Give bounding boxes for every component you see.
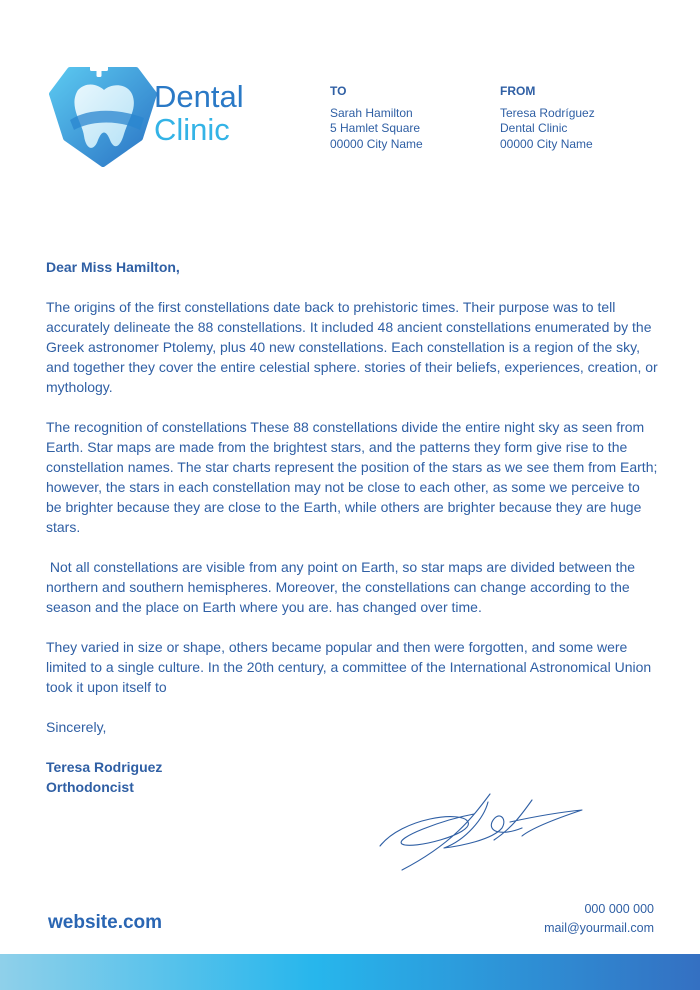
from-city: 00000 City Name	[500, 136, 593, 151]
signer-name: Teresa Rodriguez	[46, 759, 163, 775]
contact-block	[544, 900, 654, 938]
website-link[interactable]: website.com	[48, 912, 163, 933]
greeting: Dear Miss Hamilton,	[46, 259, 180, 275]
signer-title: Orthodoncist	[46, 779, 134, 795]
paragraph-2: The recognition of constellations These 88 constellations divide the entire night sky as seen from Earth. Star maps are made from the brightest stars, and the patterns they form give rise to the constellation names. The star charts represent the position of the stars as we see them from Earth; however, the stars in each constellation may not be close to each other, as some we perceive to be brighter because they are close to the Earth, while others are brighter because they are huge stars.	[46, 419, 658, 535]
from-org: Dental Clinic	[500, 121, 568, 135]
brand-line-1: Dental	[154, 79, 244, 114]
email-address[interactable]: mail@yourmail.com	[544, 921, 654, 935]
brand-line-2: Clinic	[154, 112, 230, 147]
closing: Sincerely,	[46, 719, 107, 735]
to-street: 5 Hamlet Square	[330, 121, 421, 135]
paragraph-3: Not all constellations are visible from any point on Earth, so star maps are divided between the northern and southern hemispheres. Moreover, the constellations can change according to the season and the place on Earth where you are. has changed over time.	[46, 559, 639, 615]
paragraph-4: They varied in size or shape, others became popular and then were forgotten, and some were limited to a single culture. In the 20th century, a committee of the International Astronomical Union took it upon itself to	[46, 639, 652, 695]
recipient-block	[330, 84, 423, 152]
to-city: 00000 City Name	[330, 136, 423, 151]
from-name: Teresa Rodríguez	[500, 105, 595, 120]
phone-number: 000 000 000	[584, 902, 654, 916]
brand-name	[154, 80, 244, 146]
handwritten-signature	[372, 788, 587, 876]
to-name: Sarah Hamilton	[330, 105, 413, 120]
tooth-shield-logo	[48, 60, 158, 168]
footer-gradient-bar	[0, 954, 700, 990]
to-heading: TO	[330, 84, 347, 98]
letter-body	[46, 257, 658, 797]
from-heading: FROM	[500, 84, 536, 98]
paragraph-1: The origins of the first constellations date back to prehistoric times. Their purpose was to tell accurately delineate the 88 constellations. It included 48 ancient constellations enumerated by the Greek astronomer Ptolemy, plus 40 new constellations. Each constellation is a region of the sky, and together they cover the entire celestial sphere. stories of their beliefs, experiences, creation, or mythology.	[46, 299, 658, 395]
sender-block	[500, 84, 595, 152]
